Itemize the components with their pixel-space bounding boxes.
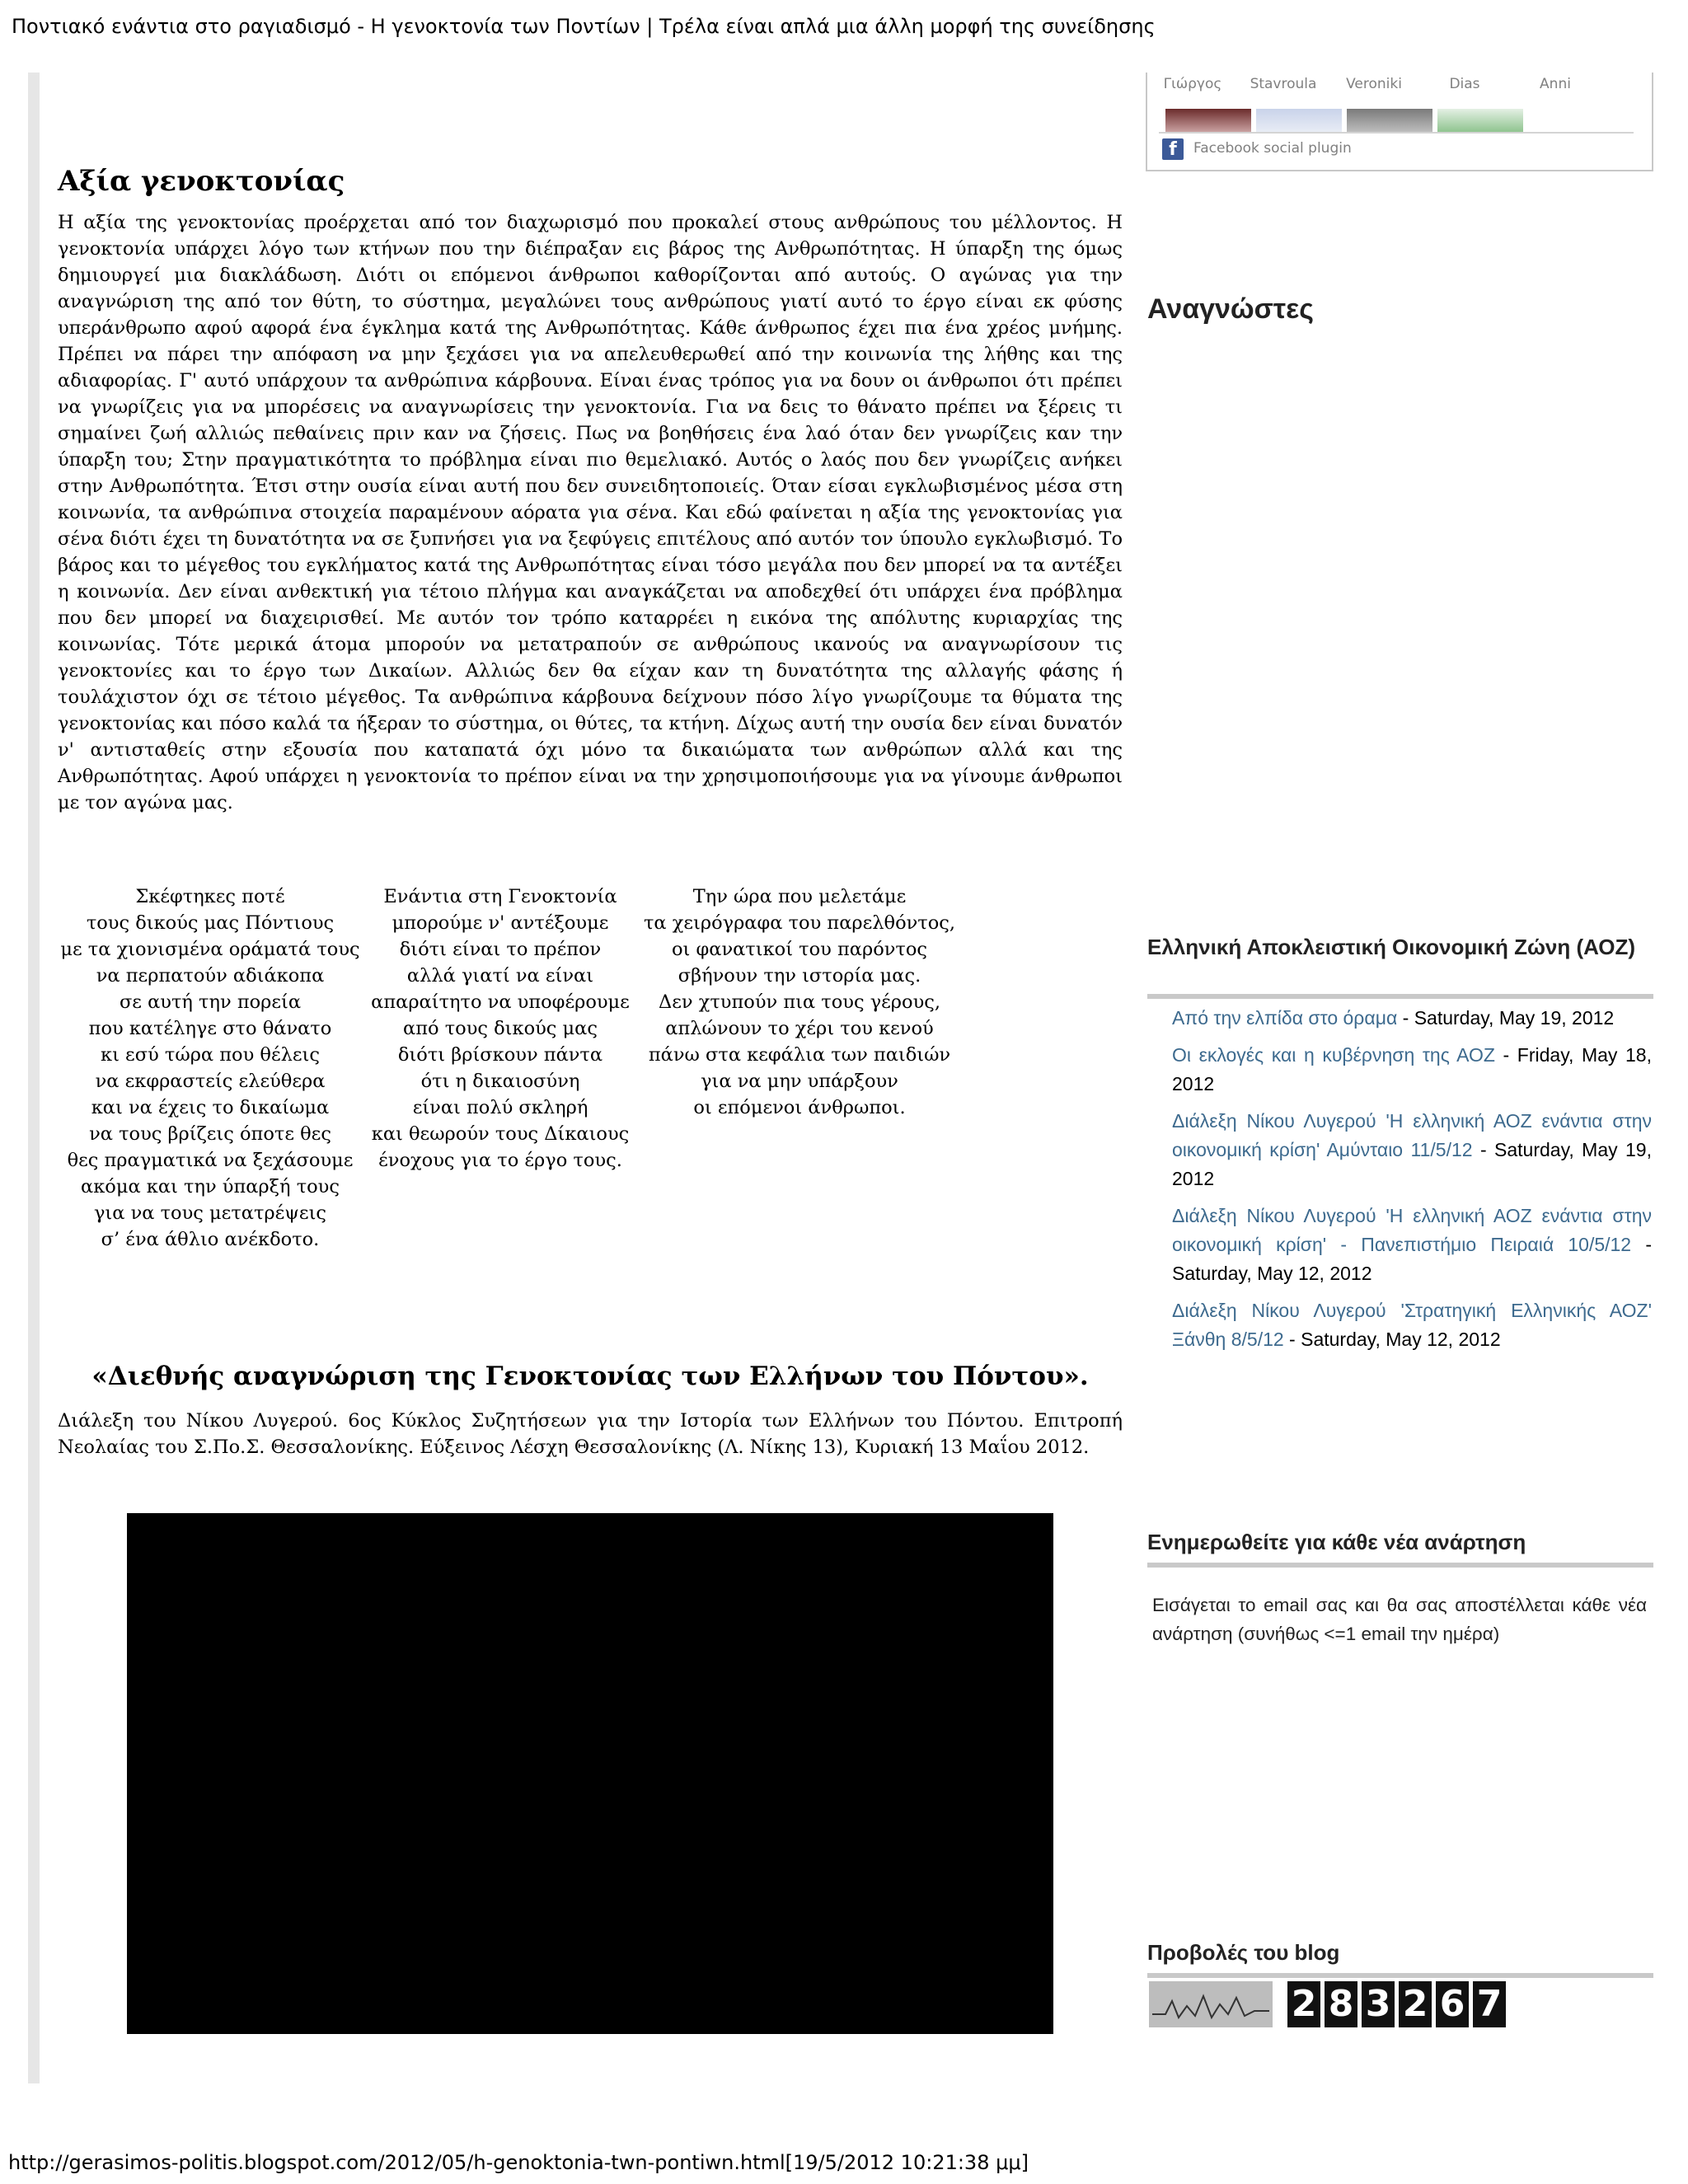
poem-line: από τους δικούς μας xyxy=(403,1018,598,1039)
footer-url: http://gerasimos-politis.blogspot.com/2012/05/h-genoktonia-twn-pontiwn.html[19/5/2012 10:21:38 μμ] xyxy=(8,2151,1029,2174)
poem-1 xyxy=(58,883,363,1253)
poem-line: σ’ ένα άθλιο ανέκδοτο. xyxy=(101,1229,320,1250)
list-item xyxy=(1172,1296,1652,1354)
poem-line: με τα χιονισμένα οράματά τους xyxy=(60,939,360,960)
video-embed[interactable] xyxy=(127,1513,1053,2034)
document-title: Ποντιακό ενάντια στο ραγιαδισμό - Η γενοκτονία των Ποντίων | Τρέλα είναι απλά μια άλλη μορφή της συνείδησης xyxy=(12,15,1156,38)
lecture-title: «Διεθνής αναγνώριση της Γενοκτονίας των Ελλήνων του Πόντου». xyxy=(91,1361,1089,1391)
post-date: - Friday, May 18, 2012 xyxy=(1172,1044,1652,1094)
poem-line: Την ώρα που μελετάμε xyxy=(692,886,907,907)
poem-line: διότι είναι το πρέπον xyxy=(399,939,602,960)
fan-name[interactable]: Stavroula xyxy=(1250,76,1317,92)
poem-line: που κατέληγε στο θάνατο xyxy=(88,1018,332,1039)
poem-line: διότι βρίσκουν πάντα xyxy=(397,1044,603,1066)
poem-line: αλλά γιατί να είναι xyxy=(406,965,594,987)
views-heading: Προβολές του blog xyxy=(1147,1940,1340,1965)
poem-line: σβήνουν την ιστορία μας. xyxy=(678,965,921,987)
fan-name[interactable]: Γιώργος xyxy=(1163,76,1222,92)
aoz-post-link[interactable]: Διάλεξη Νίκου Λυγερού 'Στρατηγική Ελληνικής ΑΟΖ' Ξάνθη 8/5/12 xyxy=(1172,1300,1652,1350)
list-item xyxy=(1172,1202,1652,1288)
article-body: Η αξία της γενοκτονίας προέρχεται από τον διαχωρισμό που προκαλεί στους ανθρώπους του μέλλοντος. Η γενοκτονία υπάρχει λόγο των κτήνων που την διέπραξαν εις βάρος της Ανθρωπότητας. Η ύπαρξη της όμως δημιουργεί μια διακλάδωση. Διότι οι επόμενοι άνθρωποι καθορίζονται από αυτούς. Ο αγώνας για την αναγνώριση της από τον θύτη, το σύστημα, μεγαλώνει τους ανθρώπους γιατί αυτό το έργο είναι εκ φύσης υπεράνθρωπο αφού αφορά ένα έγκλημα κατά της Ανθρωπότητας. Κάθε άνθρωπος έχει πια ένα χρέος μνήμης. Πρέπει να πάρει την απόφαση να μην ξεχάσει για να απελευθερωθεί από την κοινωνία της λήθης και της αδιαφορίας. Γ' αυτό υπάρχουν τα ανθρώπινα κάρβουνα. Είναι ένας τρόπος για να δουν οι άνθρωποι ότι πρέπει να γνωρίζεις για να μπορέσεις να αναγνωρίσεις την γενοκτονία. Για να δεις το θάνατο πρέπει να ξέρεις τι σημαίνει ζωή αλλιώς πεθαίνεις πριν καν να ζήσεις. Πως να βοηθήσεις ένα λαό όταν δεν γνωρίζεις καν την ύπαρξη του; Στην πραγματικότητα το πρόβλημα είναι πιο θεμελιακό. Αυτός ο λαός που δεν γνωρίζεις ανήκει στην Ανθρωπότητα. Έτσι στην ουσία είναι αυτή που δεν συνειδητοποιείς. Όταν είσαι εγκλωβισμένος μέσα στη κοινωνία, τα ανθρώπινα στοιχεία παραμένουν αόρατα για σένα. Και εδώ φαίνεται η αξία της γενοκτονίας για σένα διότι έχει τη δυνατότητα να σε ξυπνήσει για να ξεφύγεις επιτέλους από αυτόν τον ύπουλο εγκλωβισμό. Το βάρος και το μέγεθος του εγκλήματος κατά της Ανθρωπότητας είναι τόσο μεγάλα που δεν μπορεί να τα αντέξει η κοινωνία. Δεν είναι ανθεκτική για τέτοιο πλήγμα και αναγκάζεται να αποδεχθεί ότι υπάρχει ένα πρόβλημα που δεν μπορεί να διαχειρισθεί. Με αυτόν τον τρόπο καταρρέει η εικόνα της απόλυτης κυριαρχίας της κοινωνίας. Τότε μερικά άτομα μπορούν να μετατραπούν σε ανθρώπους ικανούς να αναγνωρίσουν τις γενοκτονίες και το έργο των Δικαίων. Αλλιώς δεν θα είχαν καν τη δυνατότητα της αλλαγής φάσης ή τουλάχιστον όχι σε τέτοιο μέγεθος. Τα ανθρώπινα κάρβουνα δείχνουν πόσο λίγο γνωρίζουμε τα θύματα της γενοκτονίας και πόσο καλά τα ήξεραν το σύστημα, οι θύτες, τα κτήνη. Δίχως αυτή την ουσία δεν είναι δυνατόν ν' αντισταθείς στην εξουσία που καταπατά όχι μόνο τα δικαιώματα των ανθρώπων αλλά και της Ανθρωπότητας. Αφού υπάρχει η γενοκτονία το πρέπον είναι να την χρησιμοποιήσουμε για να γίνουμε άνθρωποι με τον αγώνα μας. xyxy=(58,212,1123,813)
poem-line: σε αυτή την πορεία xyxy=(119,991,302,1013)
fan-avatar[interactable] xyxy=(1437,109,1523,132)
counter-digit: 2 xyxy=(1399,1981,1432,2027)
poem-line: οι επόμενοι άνθρωποι. xyxy=(693,1097,906,1118)
readers-heading: Αναγνώστες xyxy=(1147,293,1314,325)
fan-name[interactable]: Veroniki xyxy=(1346,76,1402,92)
poem-line: για να τους μετατρέψεις xyxy=(93,1202,327,1224)
poem-line: απαραίτητο να υποφέρουμε xyxy=(371,991,630,1013)
lecture-description: Διάλεξη του Νίκου Λυγερού. 6ος Κύκλος Συζητήσεων για την Ιστορία των Ελλήνων του Πόντου. Επιτροπή Νεολαίας του Σ.Πο.Σ. Θεσσαλονίκης. Εύξεινος Λέσχη Θεσσαλονίκης (Λ. Νίκης 13), Κυριακή 13 Μαΐου 2012. xyxy=(58,1410,1123,1458)
counter-digit: 8 xyxy=(1325,1981,1357,2027)
fan-avatar[interactable] xyxy=(1165,109,1251,132)
aoz-post-list xyxy=(1172,1004,1652,1362)
fan-name[interactable]: Dias xyxy=(1449,76,1480,92)
counter-digit: 3 xyxy=(1362,1981,1395,2027)
list-item xyxy=(1172,1107,1652,1193)
aoz-post-link[interactable]: Διάλεξη Νίκου Λυγερού 'Η ελληνική ΑΟΖ ενάντια στην οικονομική κρίση' Αμύνταιο 11/5/12 xyxy=(1172,1110,1652,1160)
fan-names xyxy=(1147,76,1652,101)
poem-line: για να μην υπάρξουν xyxy=(701,1071,898,1092)
subscribe-heading: Ενημερωθείτε για κάθε νέα ανάρτηση xyxy=(1147,1530,1526,1554)
divider xyxy=(1147,1973,1653,1978)
aoz-post-link[interactable]: Από την ελπίδα στο όραμα xyxy=(1172,1007,1398,1029)
article-heading: Αξία γενοκτονίας xyxy=(58,165,345,198)
poem-line: να εκφραστείς ελεύθερα xyxy=(95,1071,326,1092)
facebook-icon: f xyxy=(1162,138,1184,160)
poem-line: ένοχους για το έργο τους. xyxy=(378,1150,622,1171)
list-item xyxy=(1172,1041,1652,1099)
counter-digit: 2 xyxy=(1287,1981,1320,2027)
list-item xyxy=(1172,1004,1652,1033)
subscribe-text: Εισάγεται το email σας και θα σας αποστέλλεται κάθε νέα ανάρτηση (συνήθως <=1 email την ημέρα) xyxy=(1152,1595,1647,1644)
aoz-post-link[interactable]: Διάλεξη Νίκου Λυγερού 'Η ελληνική ΑΟΖ ενάντια στην οικονομική κρίση' - Πανεπιστήμιο Πειραιά 10/5/12 xyxy=(1172,1205,1652,1255)
poem-line: Δεν χτυπούν πια τους γέρους, xyxy=(658,991,941,1013)
post-date: - Saturday, May 19, 2012 xyxy=(1172,1139,1652,1189)
poem-line: και να έχεις το δικαίωμα xyxy=(91,1097,330,1118)
poem-2 xyxy=(364,883,636,1174)
poem-line: να περπατούν αδιάκοπα xyxy=(96,965,325,987)
article xyxy=(58,165,1123,816)
poem-line: Ενάντια στη Γενοκτονία xyxy=(383,886,617,907)
poem-line: ακόμα και την ύπαρξή τους xyxy=(81,1176,340,1197)
poem-line: απλώνουν το χέρι του κενού xyxy=(665,1018,934,1039)
aoz-post-link[interactable]: Οι εκλογές και η κυβέρνηση της ΑΟΖ xyxy=(1172,1044,1495,1066)
poem-line: Σκέφτηκες ποτέ xyxy=(135,886,285,907)
post-date: - Saturday, May 19, 2012 xyxy=(1397,1007,1615,1029)
aoz-heading: Ελληνική Αποκλειστική Οικονομική Ζώνη (ΑΟΖ) xyxy=(1147,935,1635,959)
divider xyxy=(1147,994,1653,999)
divider xyxy=(1147,1563,1653,1568)
poem-line: ότι η δικαιοσύνη xyxy=(420,1071,580,1092)
divider xyxy=(1159,132,1634,134)
poem-line: και θεωρούν τους Δίκαιους xyxy=(371,1123,630,1145)
poem-line: είναι πολύ σκληρή xyxy=(412,1097,588,1118)
fan-avatar[interactable] xyxy=(1347,109,1432,132)
counter-digit: 6 xyxy=(1436,1981,1469,2027)
poem-line: μπορούμε ν' αντέξουμε xyxy=(392,912,609,934)
poem-3 xyxy=(639,883,960,1121)
poem-line: τους δικούς μας Πόντιους xyxy=(86,912,335,934)
post-date: - Saturday, May 12, 2012 xyxy=(1283,1329,1501,1350)
fan-avatar[interactable] xyxy=(1256,109,1342,132)
facebook-fan-box xyxy=(1146,73,1653,171)
left-scroll-bar xyxy=(28,73,40,2083)
poem-line: να τους βρίζεις όποτε θες xyxy=(89,1123,331,1145)
counter-digit: 7 xyxy=(1473,1981,1506,2027)
poem-line: κι εσύ τώρα που θέλεις xyxy=(101,1044,320,1066)
views-graph-icon xyxy=(1149,1981,1273,2027)
poems-section xyxy=(58,883,964,1263)
facebook-plugin-label[interactable]: Facebook social plugin xyxy=(1193,140,1352,157)
poem-line: οι φανατικοί του παρόντος xyxy=(671,939,928,960)
post-date: - Saturday, May 12, 2012 xyxy=(1172,1234,1652,1284)
poem-line: τα χειρόγραφα του παρελθόντος, xyxy=(643,912,956,934)
poem-line: θες πραγματικά να ξεχάσουμε xyxy=(67,1150,354,1171)
fan-name[interactable]: Anni xyxy=(1540,76,1571,92)
poem-line: πάνω στα κεφάλια των παιδιών xyxy=(648,1044,951,1066)
